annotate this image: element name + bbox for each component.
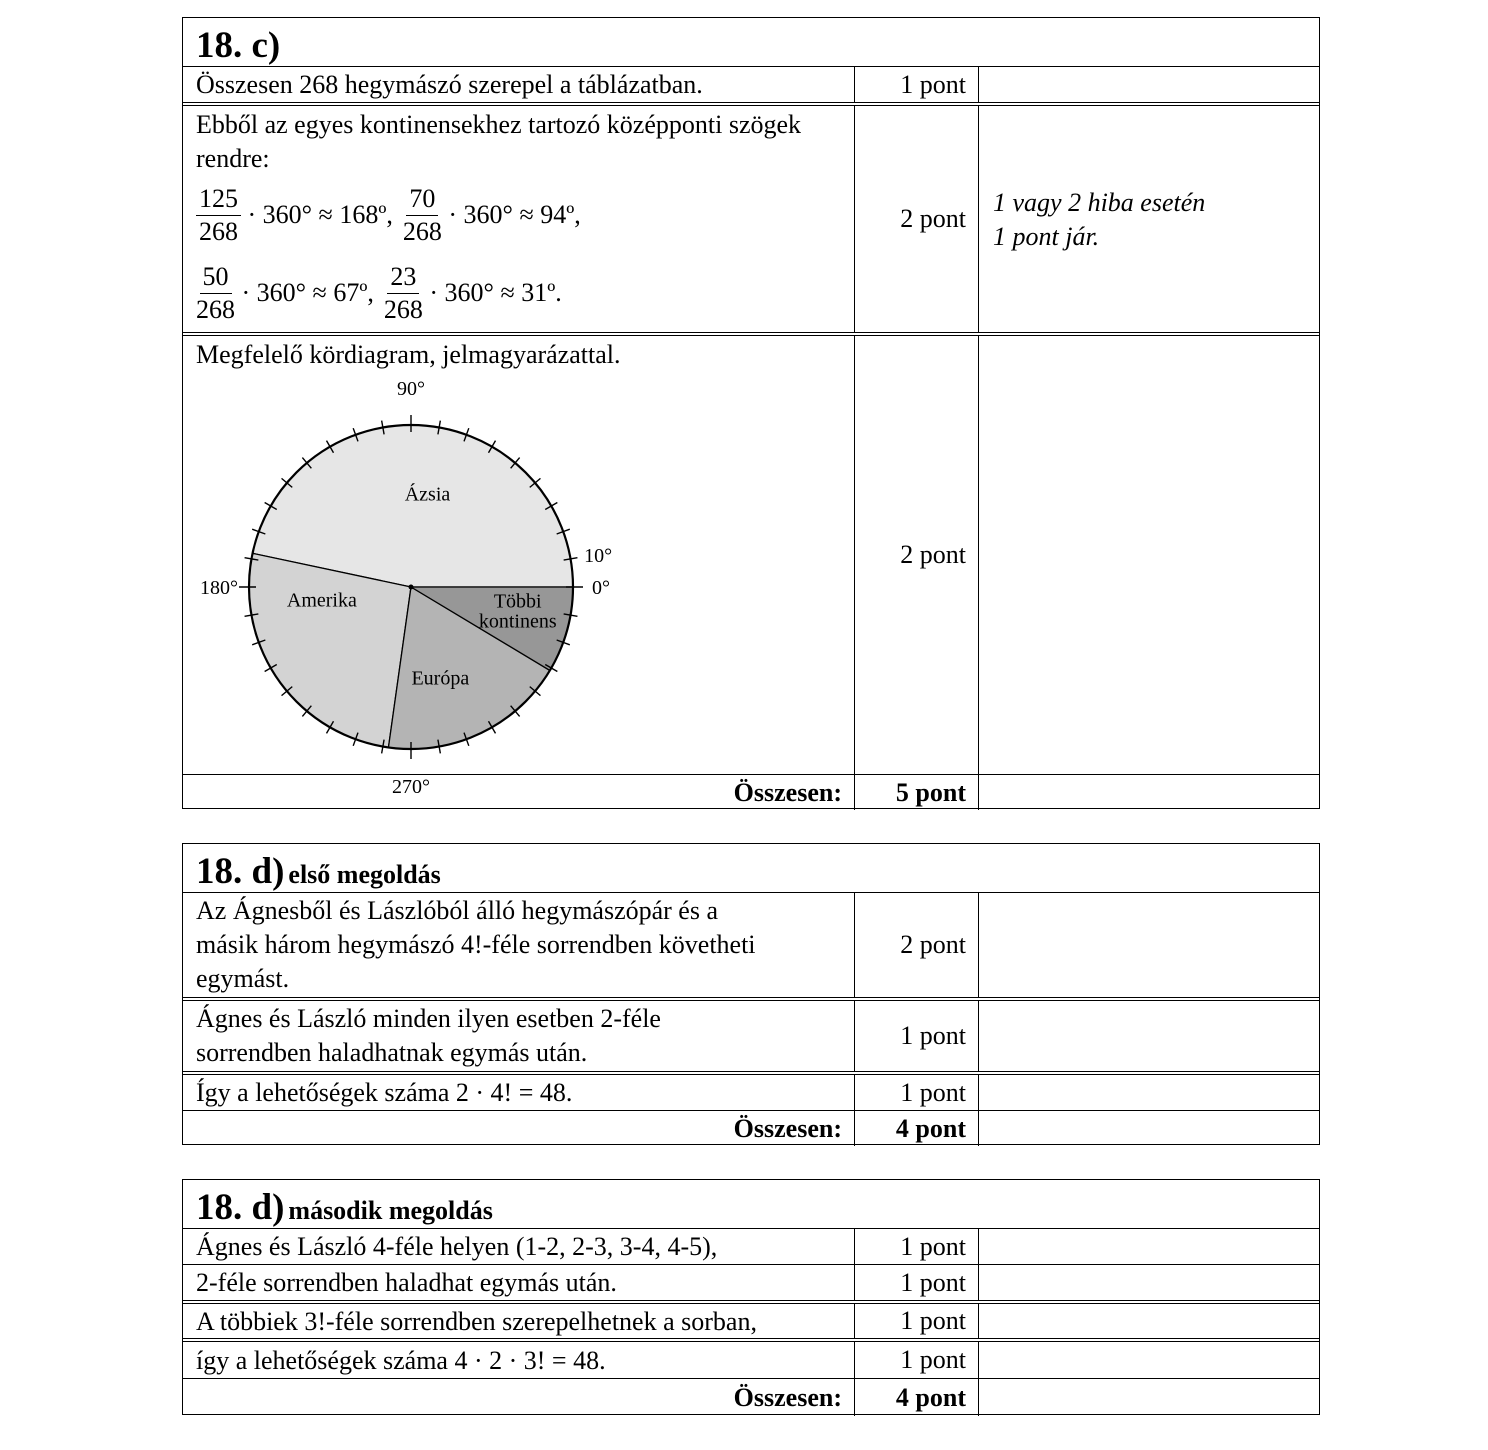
title-number: 18. d) xyxy=(196,1187,285,1228)
pie-angle-label: 0° xyxy=(592,577,610,599)
title-subtitle: második megoldás xyxy=(288,1196,493,1225)
pie-slice-label: Többi kontinens xyxy=(478,590,557,633)
fraction: $\frac{50}{268}$ xyxy=(196,261,235,324)
fraction-line xyxy=(196,254,854,332)
pie-slice-label: Amerika xyxy=(286,589,357,612)
pie-slice-1 xyxy=(253,425,573,587)
text-line: egymást. xyxy=(196,964,290,993)
text-line: másik három hegymászó 4!-féle sorrendben követheti xyxy=(196,930,756,959)
row-note xyxy=(979,775,1319,810)
total-row xyxy=(183,774,1319,810)
table-row xyxy=(183,1264,1319,1300)
row-points: 1 pont xyxy=(855,1265,979,1300)
row-text xyxy=(183,1001,855,1071)
row-points: 2 pont xyxy=(855,336,979,774)
fraction-result: · 360° ≈ 94º, xyxy=(441,200,581,229)
table-row xyxy=(183,102,1319,332)
section-18d-second xyxy=(182,1179,1320,1415)
row-note xyxy=(979,1229,1319,1264)
table-row xyxy=(183,892,1319,997)
row-points: 1 pont xyxy=(855,1304,979,1338)
total-label: Összesen: xyxy=(183,1111,855,1146)
row-note xyxy=(979,1001,1319,1071)
row-text: Ágnes és László 4-féle helyen (1-2, 2-3, 3-4, 4-5), xyxy=(183,1229,855,1264)
text-line: Így a lehetőségek száma 2 · 4! = 48. xyxy=(196,1078,573,1107)
row-note xyxy=(979,1304,1319,1338)
row-points: 1 pont xyxy=(855,1229,979,1264)
row-text: így a lehetőségek száma 4 · 2 · 3! = 48. xyxy=(183,1342,855,1378)
section-18c xyxy=(182,17,1320,809)
section-18d-first xyxy=(182,843,1320,1145)
row-note xyxy=(979,893,1319,997)
total-label: Összesen: xyxy=(183,775,855,810)
text-line: Az Ágnesből és Lászlóból álló hegymászópár és a xyxy=(196,896,719,925)
total-label: Összesen: xyxy=(183,1379,855,1416)
row-note xyxy=(979,1075,1319,1110)
note-line: 1 vagy 2 hiba esetén xyxy=(993,188,1206,217)
title-number: 18. d) xyxy=(196,851,285,892)
row-text: 2-féle sorrendben haladhat egymás után. xyxy=(183,1265,855,1300)
note-line: 1 pont jár. xyxy=(993,222,1100,251)
text-line: sorrendben haladhatnak egymás után. xyxy=(196,1038,588,1067)
fraction-result: · 360° ≈ 168º, xyxy=(241,200,393,229)
pie-slice-2 xyxy=(249,553,411,747)
fraction-result: · 360° ≈ 31º. xyxy=(422,278,562,307)
table-row xyxy=(183,1071,1319,1110)
fraction-result: · 360° ≈ 67º, xyxy=(235,278,374,307)
row-content xyxy=(183,106,855,332)
row-text xyxy=(183,1075,855,1110)
row-points: 2 pont xyxy=(855,106,979,332)
table-row xyxy=(183,1338,1319,1378)
total-points: 4 pont xyxy=(855,1379,979,1416)
total-row xyxy=(183,1378,1319,1416)
table-row xyxy=(183,66,1319,102)
row-note xyxy=(979,106,1319,332)
pie-slice-label: Európa xyxy=(411,667,470,690)
row-points: 2 pont xyxy=(855,893,979,997)
row-note xyxy=(979,1379,1319,1416)
row-text: Ebből az egyes kontinensekhez tartozó középponti szögek rendre: xyxy=(196,110,802,173)
row-note xyxy=(979,1342,1319,1378)
fraction: $\frac{125}{268}$ xyxy=(196,183,241,248)
row-text: Megfelelő kördiagram, jelmagyarázattal. xyxy=(196,340,621,369)
row-text: A többiek 3!-féle sorrendben szerepelhetnek a sorban, xyxy=(183,1304,855,1338)
table-row xyxy=(183,1228,1319,1264)
pie-slice-label: Ázsia xyxy=(404,483,451,506)
section-title xyxy=(183,18,1319,66)
title-subtitle: első megoldás xyxy=(288,860,441,889)
row-points: 1 pont xyxy=(855,1075,979,1110)
section-title xyxy=(183,1180,1319,1228)
row-note xyxy=(979,336,1319,774)
row-points: 1 pont xyxy=(855,1342,979,1378)
pie-angle-label: 10° xyxy=(584,545,613,568)
pie-chart xyxy=(188,374,648,798)
table-row xyxy=(183,1300,1319,1338)
table-row xyxy=(183,997,1319,1071)
row-note xyxy=(979,1265,1319,1300)
total-row xyxy=(183,1110,1319,1146)
row-note xyxy=(979,1111,1319,1146)
row-points: 1 pont xyxy=(855,1001,979,1071)
pie-angle-label: 180° xyxy=(200,577,238,599)
total-points: 4 pont xyxy=(855,1111,979,1146)
row-text: Összesen 268 hegymászó szerepel a táblázatban. xyxy=(183,67,855,102)
pie-angle-label: 90° xyxy=(397,378,425,400)
text-line: Ágnes és László minden ilyen esetben 2-féle xyxy=(196,1004,661,1033)
pie-center xyxy=(409,585,414,590)
fraction-line xyxy=(196,176,854,254)
row-text xyxy=(183,893,855,997)
pie-angle-label: 270° xyxy=(392,776,430,798)
fraction: $\frac{70}{268}$ xyxy=(402,183,442,246)
title-number: 18. c) xyxy=(196,25,281,66)
row-note xyxy=(979,67,1319,102)
row-points: 1 pont xyxy=(855,67,979,102)
section-title xyxy=(183,844,1319,892)
total-points: 5 pont xyxy=(855,775,979,810)
fraction: $\frac{23}{268}$ xyxy=(383,261,423,324)
